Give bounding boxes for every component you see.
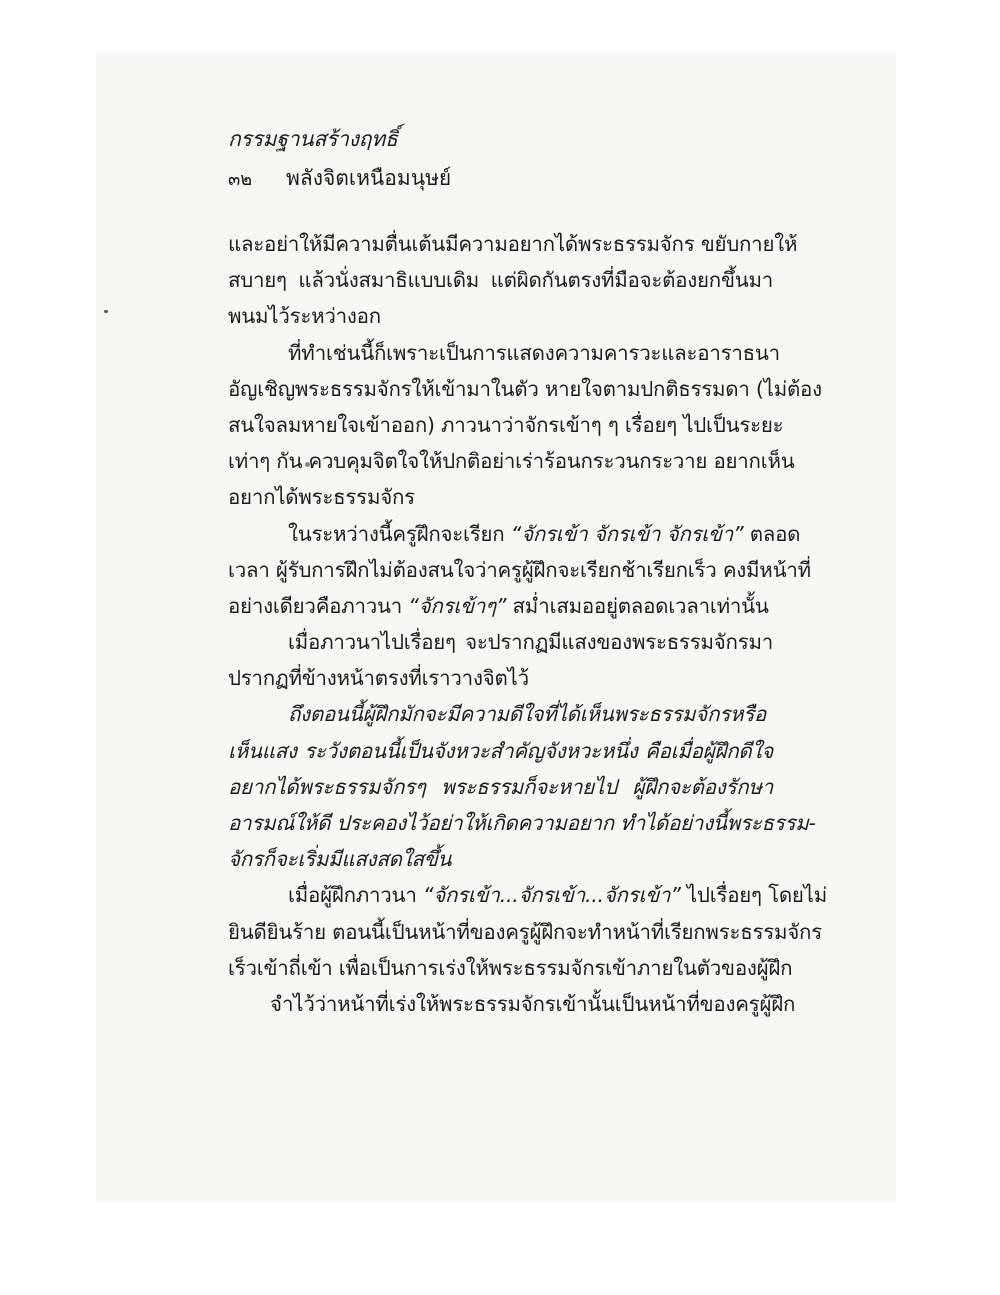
- header-row: [228, 162, 451, 195]
- text-line: อยากได้พระธรรมจักรๆ พระธรรมก็จะหายไป ผู้ฝึกจะต้องรักษา: [228, 774, 773, 799]
- text-line: เวลา ผู้รับการฝึกไม่ต้องสนใจว่าครูผู้ฝึกจะเรียกช้าเรียกเร็ว คงมีหน้าที่: [228, 557, 811, 582]
- text-line: ยินดียินร้าย ตอนนี้เป็นหน้าที่ของครูผู้ฝึกจะทำหน้าที่เรียกพระธรรมจักร: [228, 919, 822, 944]
- text-line: จำไว้ว่าหน้าที่เร่งให้พระธรรมจักรเข้านั้นเป็นหน้าที่ของครูผู้ฝึก: [270, 991, 796, 1016]
- text-line: อารมณ์ให้ดี ประคองไว้อย่าให้เกิดความอยาก ทำได้อย่างนี้พระธรรม-: [228, 811, 816, 835]
- chapter-title: พลังจิตเหนือมนุษย์: [286, 166, 452, 190]
- text-line: ถึงตอนนี้ผู้ฝึกมักจะมีความดีใจที่ได้เห็นพระธรรมจักรหรือ: [288, 702, 767, 727]
- text-line: จักรก็จะเริ่มมีแสงสดใสขึ้น: [228, 847, 452, 872]
- book-title: กรรมฐานสร้างฤทธิ์: [228, 127, 398, 151]
- text-line: ปรากฏที่ข้างหน้าตรงที่เราวางจิตไว้: [228, 666, 529, 691]
- text-line: ในระหว่างนี้ครูฝึกจะเรียก “จักรเข้า จักรเข้า จักรเข้า” ตลอด: [288, 521, 801, 546]
- text-line: อัญเชิญพระธรรมจักรให้เข้ามาในตัว หายใจตามปกติธรรมดา (ไม่ต้อง: [228, 376, 822, 401]
- text-line: ที่ทำเช่นนี้ก็เพราะเป็นการแสดงความคารวะและอาราธนา: [288, 340, 780, 365]
- running-header: [228, 124, 451, 195]
- scan-speck: [104, 310, 108, 313]
- text-line: อย่างเดียวคือภาวนา “จักรเข้าๆ” สม่ำเสมออยู่ตลอดเวลาเท่านั้น: [228, 593, 769, 618]
- text-line: เมื่อภาวนาไปเรื่อยๆ จะปรากฏมีแสงของพระธรรมจักรมา: [288, 630, 773, 655]
- text-line: สนใจลมหายใจเข้าออก) ภาวนาว่าจักรเข้าๆ ๆ เรื่อยๆ ไปเป็นระยะ: [228, 412, 784, 437]
- text-line: เห็นแสง ระวังตอนนี้เป็นจังหวะสำคัญจังหวะหนึ่ง คือเมื่อผู้ฝึกดีใจ: [228, 738, 773, 763]
- text-line: เท่าๆ กัน ควบคุมจิตใจให้ปกติอย่าเร่าร้อนกระวนกระวาย อยากเห็น: [228, 449, 795, 474]
- text-line: พนมไว้ระหว่างอก: [228, 304, 381, 329]
- text-line: เร็วเข้าถี่เข้า เพื่อเป็นการเร่งให้พระธรรมจักรเข้าภายในตัวของผู้ฝึก: [228, 955, 793, 980]
- text-line: เมื่อผู้ฝึกภาวนา “จักรเข้า...จักรเข้า...จักรเข้า” ไปเรื่อยๆ โดยไม่: [288, 883, 827, 908]
- text-line: สบายๆ แล้วนั่งสมาธิแบบเดิม แต่ผิดกันตรงที่มือจะต้องยกขึ้นมา: [228, 268, 773, 293]
- body-text: [228, 226, 827, 1022]
- text-line: อยากได้พระธรรมจักร: [228, 485, 415, 510]
- text-line: และอย่าให้มีความตื่นเต้นมีความอยากได้พระธรรมจักร ขยับกายให้: [228, 232, 798, 256]
- page-number: ๓๒: [228, 169, 253, 190]
